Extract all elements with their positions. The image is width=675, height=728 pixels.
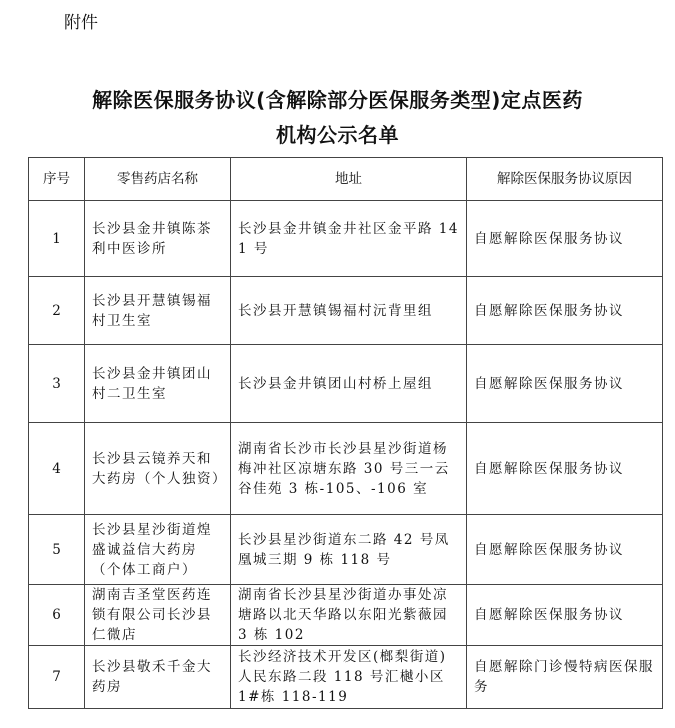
cell-reason: 自愿解除医保服务协议: [467, 585, 663, 646]
header-index: 序号: [29, 158, 85, 201]
cell-address: 长沙县金井镇团山村桥上屋组: [231, 345, 467, 423]
cell-index: 5: [29, 515, 85, 585]
header-pharmacy-name: 零售药店名称: [85, 158, 231, 201]
attachment-label: 附件: [64, 13, 98, 33]
cell-address: 长沙县金井镇金井社区金平路 141 号: [231, 201, 467, 277]
cell-pharmacy-name: 长沙县开慧镇锡福村卫生室: [85, 277, 231, 345]
cell-address: 湖南省长沙市长沙县星沙街道杨梅冲社区凉塘东路 30 号三一云谷佳苑 3 栋-105、-106 室: [231, 423, 467, 515]
cell-pharmacy-name: 长沙县金井镇团山村二卫生室: [85, 345, 231, 423]
pharmacy-list-table: [28, 157, 663, 709]
cell-address: 长沙县开慧镇锡福村沅背里组: [231, 277, 467, 345]
table-row: [29, 277, 663, 345]
cell-reason: 自愿解除门诊慢特病医保服务: [467, 646, 663, 709]
cell-index: 4: [29, 423, 85, 515]
cell-reason: 自愿解除医保服务协议: [467, 201, 663, 277]
cell-index: 2: [29, 277, 85, 345]
cell-pharmacy-name: 长沙县云镜养天和大药房（个人独资）: [85, 423, 231, 515]
cell-reason: 自愿解除医保服务协议: [467, 515, 663, 585]
cell-pharmacy-name: 长沙县金井镇陈茶利中医诊所: [85, 201, 231, 277]
header-reason: 解除医保服务协议原因: [467, 158, 663, 201]
cell-index: 3: [29, 345, 85, 423]
cell-index: 6: [29, 585, 85, 646]
page-title-line-2: 机构公示名单: [276, 123, 399, 147]
cell-pharmacy-name: 长沙县星沙街道煌盛诚益信大药房（个体工商户）: [85, 515, 231, 585]
cell-address: 长沙经济技术开发区(榔梨街道)人民东路二段 118 号汇樾小区 1#栋 118-119: [231, 646, 467, 709]
cell-index: 7: [29, 646, 85, 709]
table-row: [29, 646, 663, 709]
header-address: 地址: [231, 158, 467, 201]
cell-reason: 自愿解除医保服务协议: [467, 345, 663, 423]
cell-reason: 自愿解除医保服务协议: [467, 423, 663, 515]
cell-address: 湖南省长沙县星沙街道办事处凉塘路以北天华路以东阳光紫薇园 3 栋 102: [231, 585, 467, 646]
cell-address: 长沙县星沙街道东二路 42 号凤凰城三期 9 栋 118 号: [231, 515, 467, 585]
table-row: [29, 585, 663, 646]
cell-pharmacy-name: 长沙县敬禾千金大药房: [85, 646, 231, 709]
cell-reason: 自愿解除医保服务协议: [467, 277, 663, 345]
table-row: [29, 345, 663, 423]
cell-pharmacy-name: 湖南吉圣堂医药连锁有限公司长沙县仁微店: [85, 585, 231, 646]
cell-index: 1: [29, 201, 85, 277]
table-row: [29, 201, 663, 277]
table-header-row: [29, 158, 663, 201]
page-title-line-1: 解除医保服务协议(含解除部分医保服务类型)定点医药: [92, 88, 583, 112]
table-row: [29, 515, 663, 585]
table-row: [29, 423, 663, 515]
